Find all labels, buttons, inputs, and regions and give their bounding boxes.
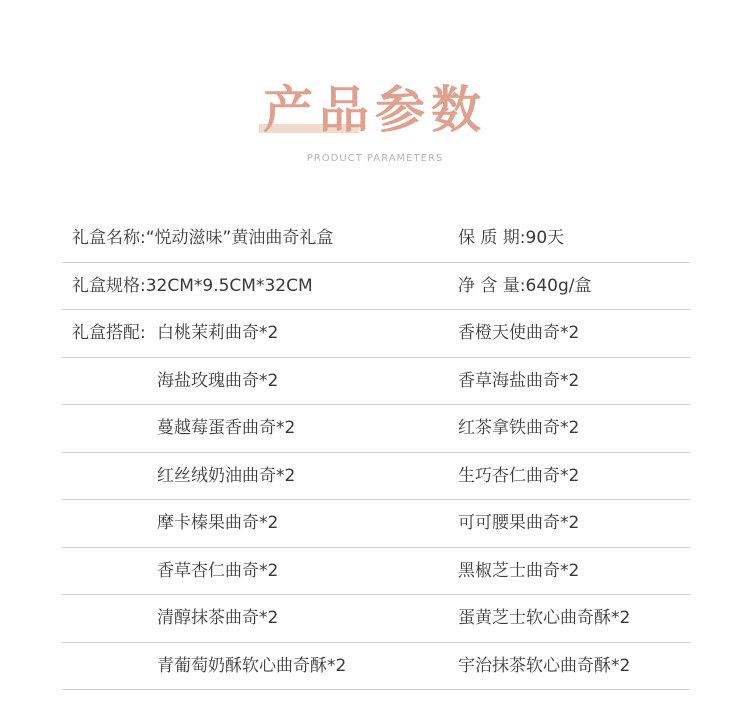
table-row	[62, 595, 690, 643]
page-title-text: 产品参数	[263, 81, 487, 139]
row-right-cell: 香草海盐曲奇*2	[458, 370, 580, 391]
row-label: 礼盒名称:“悦动滋味”黄油曲奇礼盒	[72, 228, 334, 248]
row-right-cell: 蛋黄芝士软心曲奇酥*2	[458, 608, 631, 628]
page-subtitle: PRODUCT PARAMETERS	[306, 153, 444, 164]
row-left-cell: 红丝绒奶油曲奇*2	[157, 465, 296, 486]
row-right-cell: 红茶拿铁曲奇*2	[458, 418, 580, 438]
table-row	[62, 358, 690, 406]
page-title	[259, 80, 491, 140]
row-left-cell: 白桃茉莉曲奇*2	[157, 323, 279, 343]
table-row	[62, 263, 690, 311]
table-row	[62, 453, 690, 501]
row-right-cell: 黑椒芝士曲奇*2	[458, 560, 580, 581]
row-left-cell: 摩卡榛果曲奇*2	[157, 513, 279, 533]
parameters-table	[62, 215, 690, 690]
title-area	[0, 80, 750, 140]
table-row	[62, 310, 690, 358]
row-left-cell: 香草杏仁曲奇*2	[157, 560, 279, 581]
row-right-cell: 可可腰果曲奇*2	[458, 513, 580, 533]
table-row	[62, 405, 690, 453]
row-right-cell: 宇治抹茶软心曲奇酥*2	[458, 655, 631, 676]
table-row	[62, 643, 690, 691]
row-right-cell: 净 含 量:640g/盒	[458, 275, 592, 296]
row-label: 礼盒规格:32CM*9.5CM*32CM	[72, 275, 313, 296]
row-right-cell: 保 质 期:90天	[458, 228, 565, 248]
row-left-cell: 海盐玫瑰曲奇*2	[157, 370, 279, 391]
table-row	[62, 215, 690, 263]
table-row	[62, 500, 690, 548]
row-right-cell: 生巧杏仁曲奇*2	[458, 465, 580, 486]
row-left-cell: 蔓越莓蛋香曲奇*2	[157, 418, 296, 438]
row-left-cell: 青葡萄奶酥软心曲奇酥*2	[157, 655, 347, 676]
table-row	[62, 548, 690, 596]
row-right-cell: 香橙天使曲奇*2	[458, 323, 580, 343]
row-left-cell: 清醇抹茶曲奇*2	[157, 608, 279, 628]
row-label: 礼盒搭配:	[72, 323, 146, 343]
